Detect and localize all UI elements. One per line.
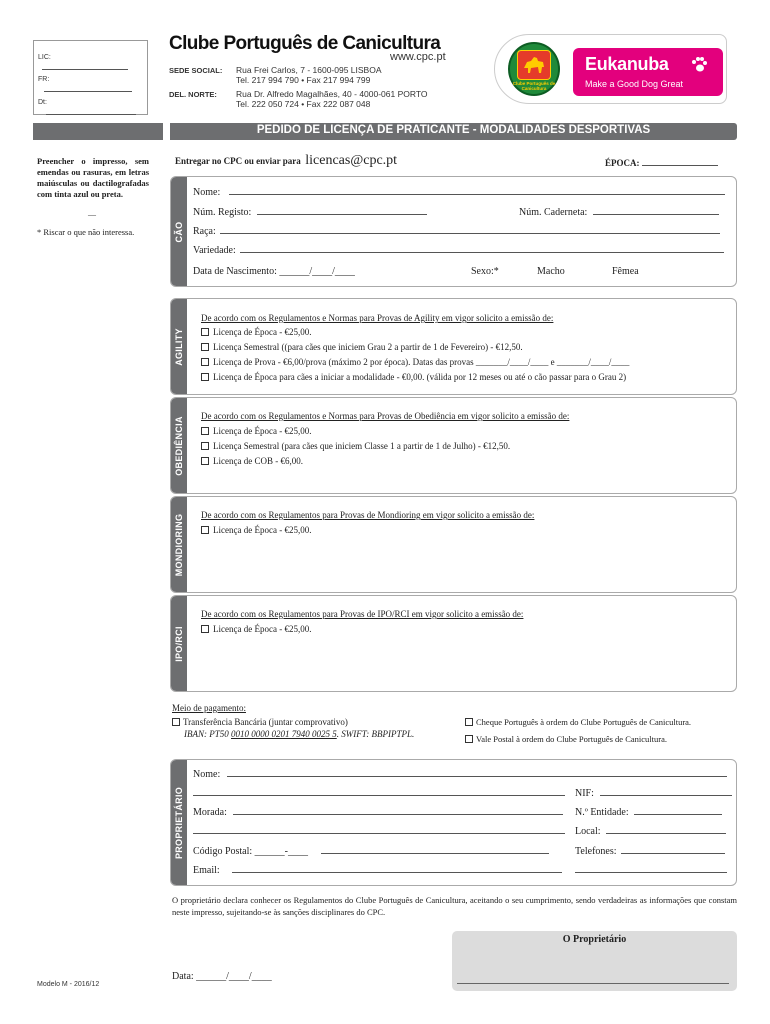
mondioring-section xyxy=(170,496,737,593)
form-title: PEDIDO DE LICENÇA DE PRATICANTE - MODALIDADES DESPORTIVAS xyxy=(256,124,651,136)
cao-macho-option[interactable]: Macho xyxy=(537,266,565,277)
norte-label: DEL. NORTE: xyxy=(169,90,217,99)
mondioring-checkbox-1[interactable] xyxy=(201,526,209,534)
mondioring-tab-label: MONDIORING xyxy=(174,513,184,576)
cao-tab xyxy=(171,177,187,286)
obediencia-checkbox-1[interactable] xyxy=(201,427,209,435)
mondioring-option-1[interactable] xyxy=(201,525,311,535)
cao-caderneta-field[interactable] xyxy=(519,207,719,218)
mondioring-tab xyxy=(171,497,187,592)
owner-morada-field[interactable] xyxy=(193,807,563,818)
owner-nome-field[interactable] xyxy=(193,769,727,780)
ipo-section xyxy=(170,595,737,692)
agility-option-1[interactable] xyxy=(201,327,311,337)
obediencia-option-3[interactable] xyxy=(201,456,303,466)
norte-phone: Tel. 222 050 724 • Fax 222 087 048 xyxy=(236,99,371,109)
cao-tab-label: CÃO xyxy=(174,221,184,242)
obediencia-option-2[interactable] xyxy=(201,441,510,451)
lic-label: LIC: xyxy=(38,54,51,61)
owner-line-4[interactable] xyxy=(193,826,565,837)
obediencia-option-1-label: Licença de Época - €25,00. xyxy=(213,426,312,436)
fr-label: FR: xyxy=(38,76,50,83)
submit-line xyxy=(175,153,397,169)
owner-entidade-field[interactable] xyxy=(575,807,722,818)
mondioring-intro: De acordo com os Regulamentos para Provas de Mondioring em vigor solicito a emissão de: xyxy=(201,510,535,520)
fr-field[interactable] xyxy=(38,73,142,95)
agility-option-3[interactable] xyxy=(201,357,629,367)
payment-vale[interactable] xyxy=(465,734,667,744)
owner-telefones-label: Telefones: xyxy=(575,846,617,857)
dt-label: Dt: xyxy=(38,99,47,106)
cao-nome-label: Nome: xyxy=(193,187,221,198)
ipo-intro: De acordo com os Regulamentos para Provas de IPO/RCI em vigor solicito a emissão de: xyxy=(201,609,524,619)
swift-code: . SWIFT: BBPIPTPL. xyxy=(336,729,415,739)
agility-checkbox-2[interactable] xyxy=(201,343,209,351)
agility-option-3-label: Licença de Prova - €6,00/prova (máximo 2 por época). Datas das provas _______/____/____ e _______/____/____ xyxy=(213,357,630,367)
agility-option-4[interactable] xyxy=(201,372,626,382)
ipo-option-1[interactable] xyxy=(201,624,311,634)
payment-transfer[interactable] xyxy=(172,717,348,727)
ipo-option-1-label: Licença de Época - €25,00. xyxy=(213,624,312,634)
agility-tab-label: AGILITY xyxy=(174,327,184,366)
agility-checkbox-3[interactable] xyxy=(201,358,209,366)
agility-tab xyxy=(171,299,187,394)
obediencia-tab-label: OBEDIÊNCIA xyxy=(174,415,184,476)
epoca-label: ÉPOCA: xyxy=(605,158,640,168)
cpc-logo xyxy=(508,42,560,96)
sede-address: Rua Frei Carlos, 7 - 1600-095 LISBOA xyxy=(236,65,382,75)
payment-cheque[interactable] xyxy=(465,717,691,727)
owner-section xyxy=(170,759,737,886)
obediencia-intro: De acordo com os Regulamentos e Normas para Provas de Obediência em vigor solicito a emissão de: xyxy=(201,411,570,421)
cao-registo-field[interactable] xyxy=(193,207,427,218)
cao-variedade-label: Variedade: xyxy=(193,245,236,256)
cao-variedade-field[interactable] xyxy=(193,245,724,256)
obediencia-option-1[interactable] xyxy=(201,426,311,436)
agility-intro: De acordo com os Regulamentos e Normas para Provas de Agility em vigor solicito a emissão de: xyxy=(201,313,554,323)
owner-line-2[interactable] xyxy=(193,788,565,799)
cao-raca-label: Raça: xyxy=(193,226,216,237)
mondioring-option-1-label: Licença de Época - €25,00. xyxy=(213,525,312,535)
cao-registo-label: Núm. Registo: xyxy=(193,207,252,218)
agility-option-2-label: Licença Semestral ((para cães que iniciem Grau 2 a partir de 1 de Fevereiro) - €12,50. xyxy=(213,342,523,352)
owner-line-7[interactable] xyxy=(575,865,727,876)
submit-email[interactable]: licencas@cpc.pt xyxy=(305,153,398,168)
obediencia-tab xyxy=(171,398,187,493)
agility-checkbox-4[interactable] xyxy=(201,373,209,381)
owner-morada-label: Morada: xyxy=(193,807,227,818)
vale-label: Vale Postal à ordem do Clube Português de Canicultura. xyxy=(476,734,667,744)
eukanuba-brand: Eukanuba xyxy=(585,54,669,74)
cao-sexo-label: Sexo:* xyxy=(471,266,499,277)
sede-label: SEDE SOCIAL: xyxy=(169,66,223,75)
owner-email-label: Email: xyxy=(193,865,220,876)
owner-email-field[interactable] xyxy=(193,865,562,876)
payment-title: Meio de pagamento: xyxy=(172,703,246,713)
declaration-text: O proprietário declara conhecer os Regulamentos do Clube Português de Canicultura, aceitando o seu cumprimento, sendo verdadeiras as informações que constam neste impresso, sujeitando-se às sanções disciplinares do CPC. xyxy=(172,895,737,917)
signature-box[interactable] xyxy=(452,931,737,991)
ipo-tab-label: IPO/RCI xyxy=(174,625,184,662)
instructions-dash: — xyxy=(88,210,96,219)
obediencia-option-3-label: Licença de COB - €6,00. xyxy=(213,456,303,466)
transfer-checkbox[interactable] xyxy=(172,718,180,726)
iban-number: 0010 0000 0201 7940 0025 5 xyxy=(231,729,337,739)
transfer-label: Transferência Bancária (juntar comprovativo) xyxy=(183,717,348,727)
cheque-label: Cheque Português à ordem do Clube Português de Canicultura. xyxy=(476,717,692,727)
cao-raca-field[interactable] xyxy=(193,226,720,237)
model-code: Modelo M - 2016/12 xyxy=(37,981,100,988)
instructions-text: Preencher o impresso, sem emendas ou rasuras, em letras maiúsculas ou dactilografadas com tinta azul ou preta. xyxy=(37,156,149,199)
obediencia-option-2-label: Licença Semestral (para cães que iniciem Classe 1 a partir de 1 de Julho) - €12,50. xyxy=(213,441,511,451)
owner-nif-field[interactable] xyxy=(575,788,732,799)
ipo-checkbox-1[interactable] xyxy=(201,625,209,633)
agility-option-2[interactable] xyxy=(201,342,523,352)
agility-checkbox-1[interactable] xyxy=(201,328,209,336)
owner-nome-label: Nome: xyxy=(193,769,221,780)
vale-checkbox[interactable] xyxy=(465,735,473,743)
dog-icon xyxy=(521,54,547,76)
website: www.cpc.pt xyxy=(390,51,446,63)
owner-tab-label: PROPRIETÁRIO xyxy=(174,786,184,859)
sede-phone: Tel. 217 994 790 • Fax 217 994 799 xyxy=(236,75,371,85)
ipo-tab xyxy=(171,596,187,691)
owner-tab xyxy=(171,760,187,885)
owner-postal-field[interactable] xyxy=(193,846,549,857)
instructions-note: * Riscar o que não interessa. xyxy=(37,227,135,237)
owner-entidade-label: N.º Entidade: xyxy=(575,807,629,818)
epoca-field[interactable] xyxy=(605,158,718,169)
cao-nome-field[interactable] xyxy=(193,187,725,198)
eukanuba-logo xyxy=(573,48,723,96)
signature-line xyxy=(457,983,729,984)
cao-section xyxy=(170,176,737,287)
agility-section xyxy=(170,298,737,395)
obediencia-checkbox-3[interactable] xyxy=(201,457,209,465)
payment-iban xyxy=(184,729,414,739)
obediencia-section xyxy=(170,397,737,494)
signature-title: O Proprietário xyxy=(562,934,627,945)
submit-prefix: Entregar no CPC ou enviar para xyxy=(175,156,301,166)
cao-nascimento-field[interactable]: Data de Nascimento: ______/____/____ xyxy=(193,266,355,277)
cao-caderneta-label: Núm. Caderneta: xyxy=(519,207,588,218)
owner-telefones-field[interactable] xyxy=(575,846,725,857)
dt-field[interactable] xyxy=(38,96,142,118)
paw-icon xyxy=(690,56,708,74)
cheque-checkbox[interactable] xyxy=(465,718,473,726)
club-title: Clube Português de Canicultura xyxy=(169,33,441,54)
owner-local-field[interactable] xyxy=(575,826,726,837)
eukanuba-slogan: Make a Good Dog Great xyxy=(585,79,684,89)
owner-local-label: Local: xyxy=(575,826,601,837)
obediencia-checkbox-2[interactable] xyxy=(201,442,209,450)
agility-option-1-label: Licença de Época - €25,00. xyxy=(213,327,312,337)
date-field[interactable]: Data: ______/____/____ xyxy=(172,971,272,982)
cpc-logo-text: Clube Português de Canicultura xyxy=(512,81,556,91)
lic-field[interactable] xyxy=(38,51,142,73)
left-gray-bar xyxy=(33,123,163,140)
owner-postal-label: Código Postal: ______-____ xyxy=(193,846,309,857)
agility-option-4-label: Licença de Época para cães a iniciar a modalidade - €0,00. (válida por 12 meses ou até o cão passar para o Grau 2) xyxy=(213,372,627,382)
owner-nif-label: NIF: xyxy=(575,788,594,799)
norte-address: Rua Dr. Alfredo Magalhães, 40 - 4000-061 PORTO xyxy=(236,89,428,99)
iban-label: IBAN: PT50 xyxy=(184,729,229,739)
cao-femea-option[interactable]: Fêmea xyxy=(612,266,639,277)
